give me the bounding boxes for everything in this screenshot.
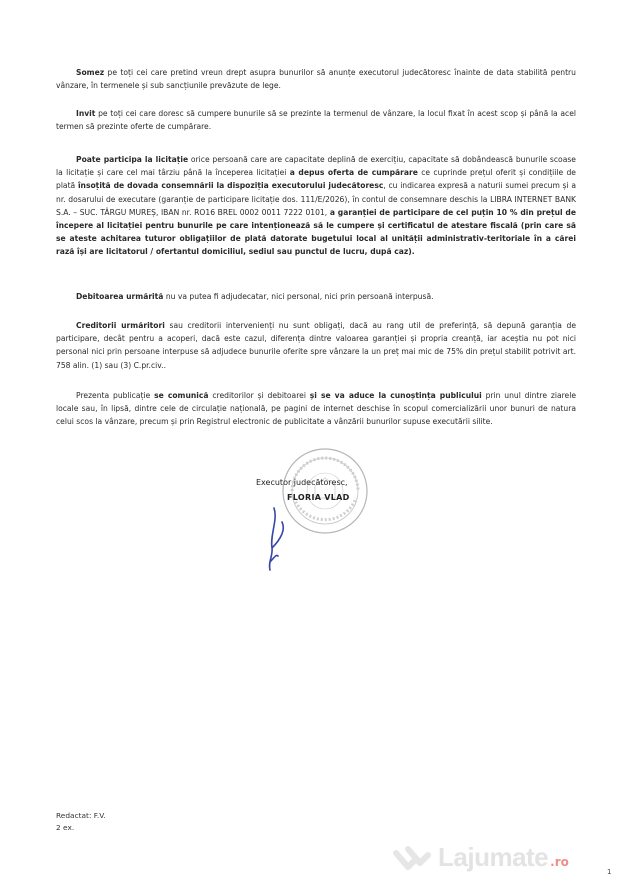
watermark-brand: Lajumate (438, 842, 549, 872)
paragraph-text: creditorilor și debitoarei (208, 391, 310, 400)
lajumate-logo-icon (392, 843, 432, 873)
paragraph-text: prin unul dintre ziarele locale sau, în lipsă, dintre cele de circulație națională, pe pagini de internet deschise în scopul comercializării unor bunuri de natura celui scos la vânzare, precum și prin Registrul electronic de publicitate a vânzării bunurilor supuse executării silite. (56, 391, 577, 427)
bold-phrase: a garanției de participare de cel puțin 10 % din prețul de începere al licitației pentru bunurile pe care intenționează să le cumpere și certificatul de atestare fiscală (prin care să se ateste achitarea tuturor obligațiilor de plată datorate bugetului local al unității administrativ-teritoriale în a cărei rază își are licitatorul / ofertantul domiciliul, sediul sau punctul de lucru, după caz). (56, 207, 576, 257)
paragraph-text: sau creditorii intervenienți nu sunt obligați, dacă au rang util de preferință, să depună garanția de participare, decât pentru a acoperi, dacă este cazul, diferența dintre valoarea garanției și propria creanță, iar aceștia nu pot nici personal nici prin persoane interpuse să adjudece bunurile oferite spre vânzare la un preț mai mic de 75% din prețul stabilit potrivit art. 758 alin. (1) sau (3) C.pr.civ.. (56, 321, 576, 370)
paragraph-creditors (56, 319, 576, 372)
copies-count: 2 ex. (56, 823, 75, 832)
paragraph-text: , cu indicarea expresă a naturii sumei precum și a nr. dosarului de executare (garanție de participare licitație dos. 111/E/2026), în contul de consemnare deschis la LIBRA INTERNET BANK S.A. – SUC. TÂRGU MUREȘ, IBAN nr. RO16 BREL 0002 0011 7222 0101, (56, 181, 576, 217)
paragraph-text: orice persoană care are capacitate deplină de exercițiu, capacitate să dobândească bunurile scoase la licitație și care cel mai târziu până la începerea licitației (56, 155, 576, 178)
paragraph-text: pe toți cei care doresc să cumpere bunurile să se prezinte la termenul de vânzare, la locul fixat în acest scop și până la acel termen să prezinte oferte de cumpărare. (56, 109, 576, 132)
bold-phrase: se comunică (154, 391, 209, 400)
paragraph-somez (56, 66, 576, 92)
paragraph-debtor (56, 290, 576, 303)
lead-word: Somez (76, 68, 105, 77)
lead-word: Creditorii urmăritori (76, 321, 165, 330)
page-marker: 1 (607, 868, 612, 876)
drafted-by: Redactat: F.V. (56, 811, 106, 820)
paragraph-text: Prezenta publicație (76, 391, 155, 400)
lead-word: Invit (76, 109, 96, 118)
bold-phrase: și se va aduce la cunoștința publicului (309, 391, 482, 400)
signature-title: Executor judecătoresc, (256, 478, 348, 487)
signature-name: FLORIA VLAD (287, 493, 350, 502)
paragraph-text: nu va putea fi adjudecatar, nici personal, nici prin persoană interpusă. (163, 292, 434, 301)
bold-phrase: Poate participa la licitație (76, 155, 189, 164)
bold-phrase: însoțită de dovada consemnării la dispoziția executorului judecătoresc (77, 181, 384, 191)
lead-word: Debitoarea urmărită (76, 292, 164, 301)
paragraph-text: ce cuprinde prețul oferit și condițiile de plată (56, 168, 576, 191)
watermark-tld: .ro (550, 854, 569, 869)
paragraph-text: pe toți cei care pretind vreun drept asupra bunurilor să anunțe executorul judecătoresc înainte de data stabilită pentru vânzare, în termenele și sub sancțiunile prevăzute de lege. (56, 68, 576, 91)
paragraph-participation (56, 153, 576, 259)
paragraph-publication (56, 389, 576, 429)
handwritten-signature-icon (252, 500, 312, 580)
bold-phrase: a depus oferta de cumpărare (289, 168, 418, 178)
watermark (392, 842, 569, 873)
paragraph-invit (56, 107, 576, 133)
